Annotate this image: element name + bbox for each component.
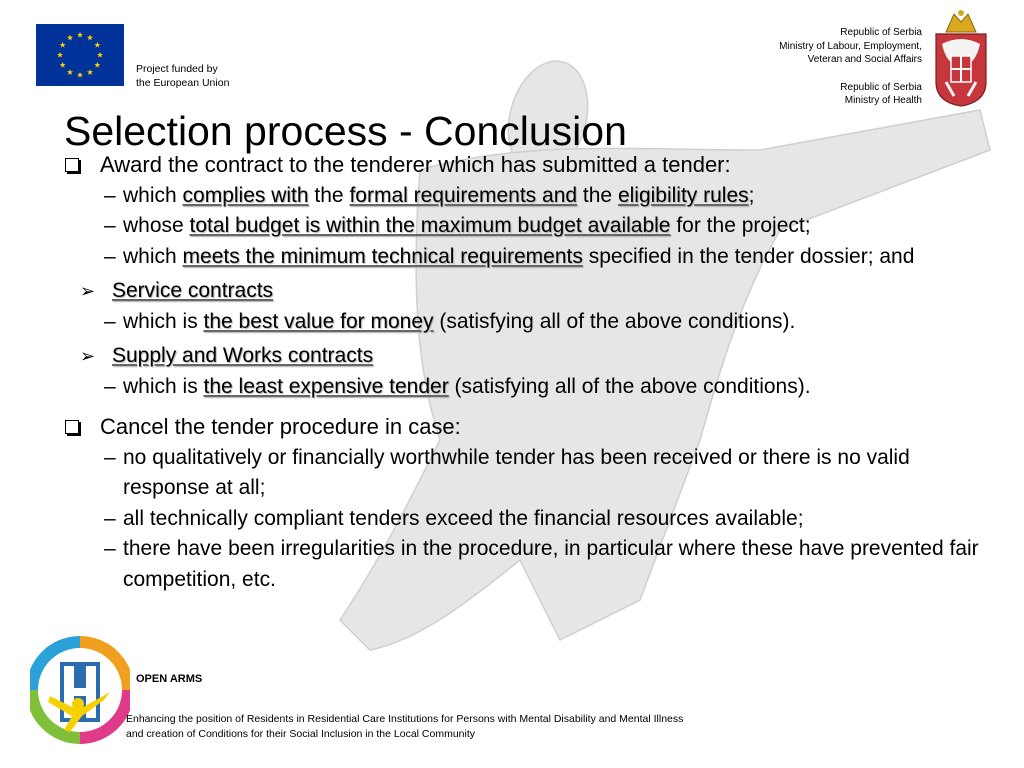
service-contracts-label: Service contracts (112, 279, 274, 302)
supply-works-condition (62, 372, 982, 403)
project-footer (126, 712, 683, 741)
dash-bullet: – (104, 374, 116, 398)
dash-bullet: – (104, 506, 116, 530)
dash-bullet: – (104, 445, 116, 469)
text-part: specified in the tender dossier; and (582, 244, 915, 268)
cancel-text: Cancel the tender procedure in case: (100, 414, 461, 439)
dash-bullet: – (104, 537, 116, 560)
eu-caption-line1: Project funded by (136, 63, 218, 75)
service-contracts-condition (62, 307, 982, 338)
cancel-reason-2 (62, 504, 982, 535)
dash-bullet: – (104, 214, 116, 237)
dash-bullet: – (104, 183, 116, 207)
cancel-reason-1 (62, 443, 982, 504)
gov-line: Ministry of Health (844, 95, 922, 106)
highlight: the least expensive tender (203, 374, 449, 398)
text-part: the (577, 183, 618, 207)
award-condition-3 (62, 242, 982, 273)
highlight: total budget is within the maximum budget available (189, 214, 671, 237)
text-part: for the project; (670, 214, 811, 237)
highlight: formal requirements and (349, 183, 578, 207)
gov-line: Ministry of Labour, Employment, (779, 40, 922, 52)
award-text: Award the contract to the tenderer which has submitted a tender: (100, 152, 731, 177)
text-part: ; (748, 183, 755, 207)
text-part: which (123, 183, 183, 207)
text-part: the (308, 183, 350, 207)
footer-line2: and creation of Conditions for their Social Inclusion in the Local Community (126, 727, 476, 740)
open-arms-logo-icon (30, 636, 130, 744)
footer-line1: Enhancing the position of Residents in Residential Care Institutions for Persons with Mental Disability and Mental Illness (126, 713, 684, 725)
highlight: the best value for money (203, 309, 434, 333)
checkbox-bullet-icon (65, 158, 79, 172)
award-condition-1 (62, 181, 982, 212)
gov-line: Republic of Serbia (840, 27, 922, 38)
eu-funding-caption (136, 62, 229, 90)
serbian-coat-of-arms-icon (932, 4, 990, 108)
text-part: (satisfying all of the above conditions). (448, 374, 811, 398)
slide-title: Selection process - Conclusion (64, 108, 627, 154)
dash-bullet: – (104, 244, 116, 268)
text-part: (satisfying all of the above conditions). (433, 309, 796, 333)
text-part: which is (123, 309, 204, 333)
arrow-bullet-icon: ➢ (80, 346, 96, 366)
highlight: eligibility rules (617, 183, 749, 207)
text-part: which (123, 244, 183, 268)
text-part: whose (123, 214, 190, 237)
cancel-reason-3 (62, 534, 982, 595)
open-arms-brand: OPEN ARMS (136, 673, 203, 685)
eu-caption-line2: the European Union (136, 77, 230, 89)
checkbox-bullet-icon (65, 420, 79, 434)
arrow-bullet-icon: ➢ (80, 281, 96, 301)
supply-works-label: Supply and Works contracts (112, 344, 374, 367)
award-condition-2 (62, 211, 982, 242)
supply-works-heading (62, 341, 982, 372)
highlight: complies with (182, 183, 309, 207)
service-contracts-heading (62, 276, 982, 307)
gov-line: Republic of Serbia (840, 81, 922, 93)
cancel-bullet (62, 412, 982, 443)
highlight: meets the minimum technical requirements (182, 244, 583, 268)
cancel-reason-text: all technically compliant tenders exceed the financial resources available; (123, 506, 804, 530)
award-bullet (62, 150, 982, 181)
gov-line: Veteran and Social Affairs (807, 54, 922, 65)
cancel-reason-text: there have been irregularities in the procedure, in particular where these have prevented fair competition, etc. (123, 537, 979, 591)
dash-bullet: – (104, 309, 116, 333)
cancel-reason-text: no qualitatively or financially worthwhile tender has been received or there is no valid response at all; (123, 445, 910, 499)
text-part: which is (123, 374, 204, 398)
slide-content (62, 150, 982, 595)
government-ministries (779, 26, 922, 108)
eu-flag-icon (36, 24, 124, 86)
